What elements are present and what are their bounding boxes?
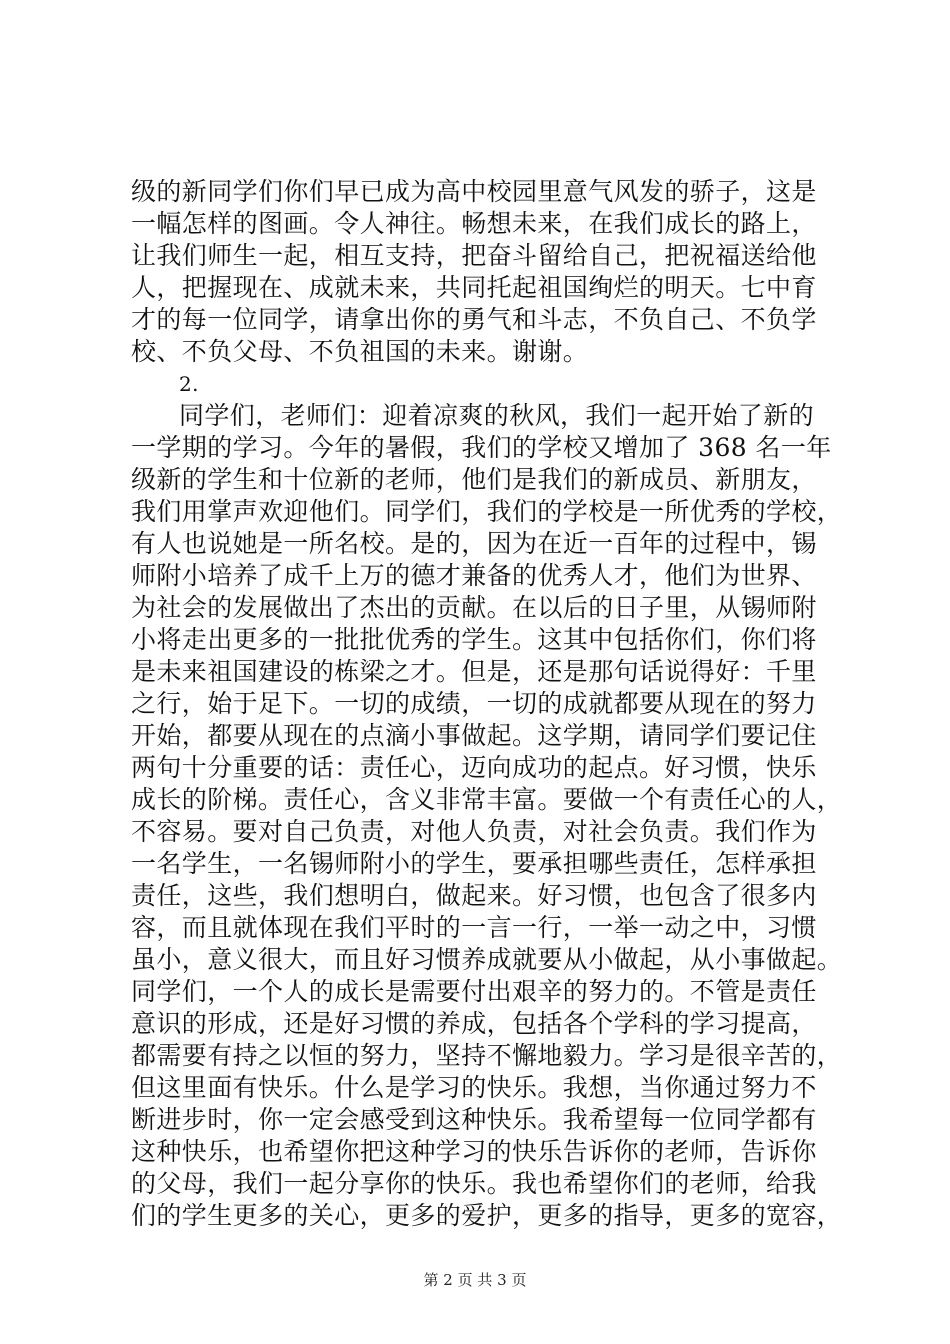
text-line: 人，把握现在、成就未来，共同托起祖国绚烂的明天。七中育: [131, 273, 817, 302]
text-line: 校、不负父母、不负祖国的未来。谢谢。: [131, 337, 589, 366]
text-line: 小将走出更多的一批批优秀的学生。这其中包括你们，你们将: [131, 625, 817, 654]
text-line: 才的每一位同学，请拿出你的勇气和斗志，不负自己、不负学: [131, 305, 817, 334]
text-line: 这种快乐，也希望你把这种学习的快乐告诉你的老师，告诉你: [131, 1137, 817, 1166]
text-line: 让我们师生一起，相互支持，把奋斗留给自己，把祝福送给他: [131, 241, 817, 270]
text-line: 的父母，我们一起分享你的快乐。我也希望你们的老师，给我: [131, 1169, 817, 1198]
page-footer: [0, 1270, 950, 1290]
text-line: 我们用掌声欢迎他们。同学们，我们的学校是一所优秀的学校，: [131, 497, 843, 526]
text-line: 不容易。要对自己负责，对他人负责，对社会负责。我们作为: [131, 817, 817, 846]
text-line: 同学们，一个人的成长是需要付出艰辛的努力的。不管是责任: [131, 977, 817, 1006]
text-line: 但这里面有快乐。什么是学习的快乐。我想，当你通过努力不: [131, 1073, 817, 1102]
text-line: 断进步时，你一定会感受到这种快乐。我希望每一位同学都有: [131, 1105, 817, 1134]
text-line: 级新的学生和十位新的老师，他们是我们的新成员、新朋友，: [131, 465, 817, 494]
text-line: 意识的形成，还是好习惯的养成，包括各个学科的学习提高，: [131, 1009, 817, 1038]
text-line: 都需要有持之以恒的努力，坚持不懈地毅力。学习是很辛苦的，: [131, 1041, 843, 1070]
text-line: 为社会的发展做出了杰出的贡献。在以后的日子里，从锡师附: [131, 593, 817, 622]
paragraph-first-line: 同学们，老师们：迎着凉爽的秋风，我们一起开始了新的: [179, 401, 815, 430]
text-line: 一幅怎样的图画。令人神往。畅想未来，在我们成长的路上，: [131, 209, 817, 238]
text-line: 有人也说她是一所名校。是的，因为在近一百年的过程中，锡: [131, 529, 817, 558]
text-line: 师附小培养了成千上万的德才兼备的优秀人才，他们为世界、: [131, 561, 817, 590]
text-line: 虽小，意义很大，而且好习惯养成就要从小做起，从小事做起。: [131, 945, 843, 974]
text-line: 两句十分重要的话：责任心，迈向成功的起点。好习惯，快乐: [131, 753, 817, 782]
text-line: 一学期的学习。今年的暑假，我们的学校又增加了 368 名一年: [131, 433, 832, 462]
text-line: 一名学生，一名锡师附小的学生，要承担哪些责任，怎样承担: [131, 849, 817, 878]
text-line: 级的新同学们你们早已成为高中校园里意气风发的骄子，这是: [131, 177, 817, 206]
text-line: 责任，这些，我们想明白，做起来。好习惯，也包含了很多内: [131, 881, 817, 910]
text-line: 开始，都要从现在的点滴小事做起。这学期，请同学们要记住: [131, 721, 817, 750]
text-line: 是未来祖国建设的栋梁之才。但是，还是那句话说得好：千里: [131, 657, 817, 686]
section-number: 2.: [179, 372, 199, 396]
page-number-label: 第 2 页 共 3 页: [423, 1271, 527, 1289]
body-text: [131, 176, 851, 1232]
text-line: 成长的阶梯。责任心，含义非常丰富。要做一个有责任心的人，: [131, 785, 843, 814]
text-line: 们的学生更多的关心，更多的爱护，更多的指导，更多的宽容，: [131, 1201, 843, 1230]
text-line: 之行，始于足下。一切的成绩，一切的成就都要从现在的努力: [131, 689, 817, 718]
text-line: 容，而且就体现在我们平时的一言一行，一举一动之中，习惯: [131, 913, 817, 942]
